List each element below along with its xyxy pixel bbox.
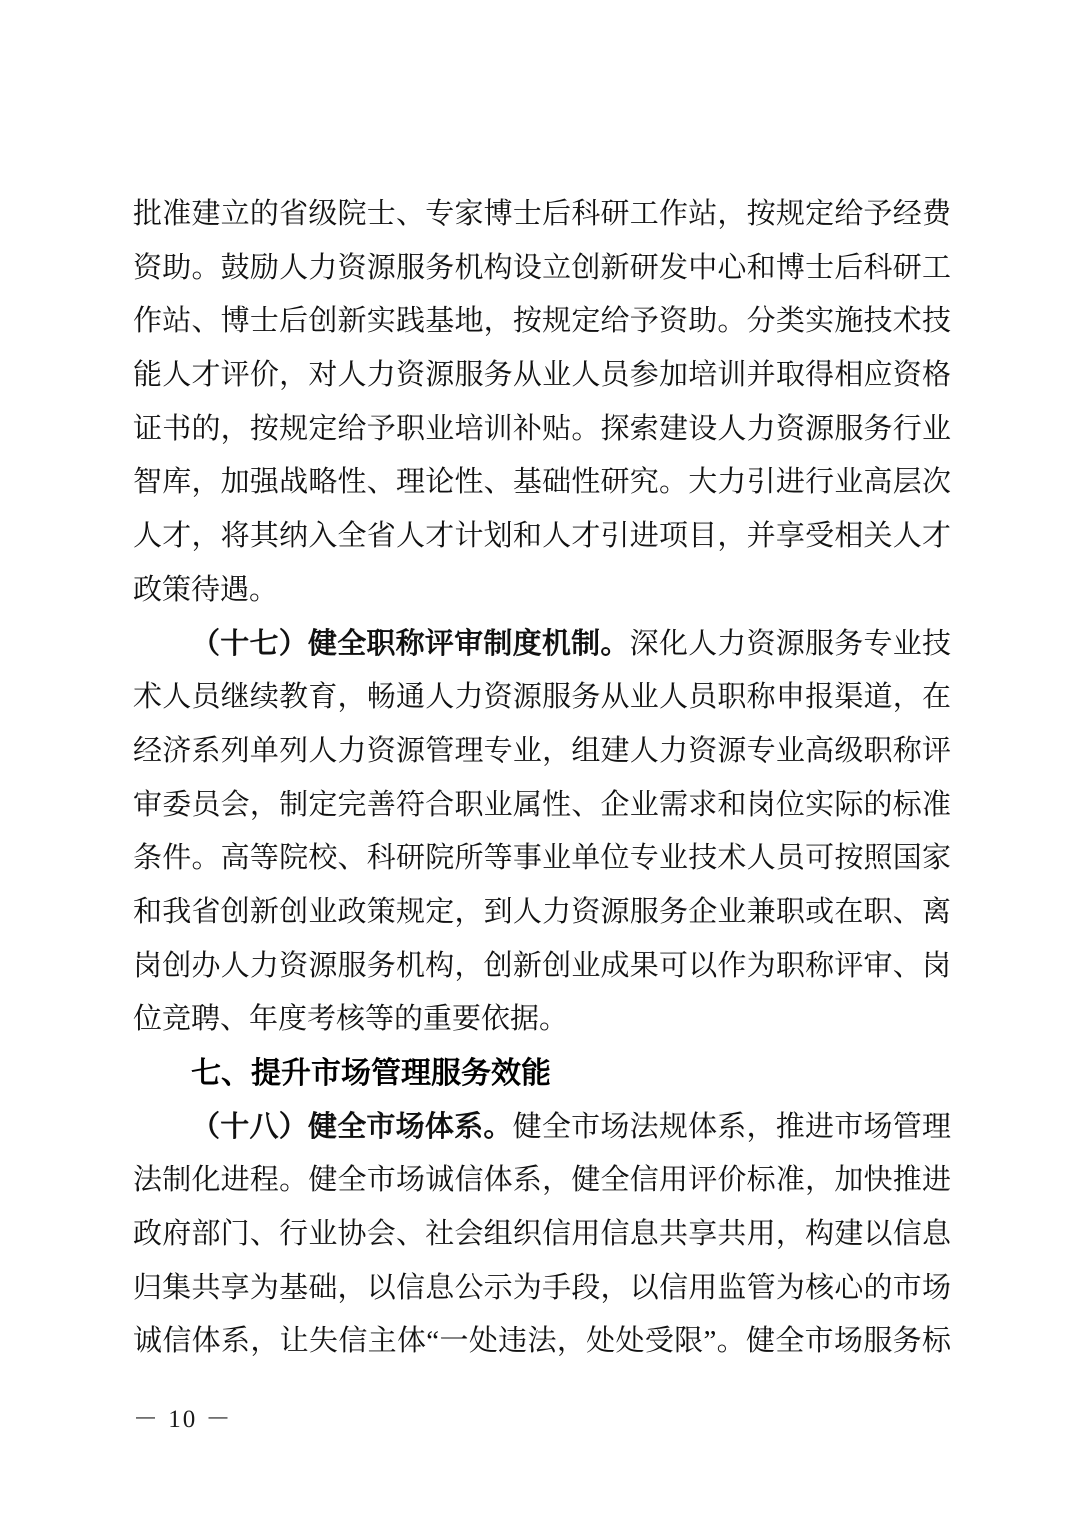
document-body: [133, 188, 951, 1369]
text-line: 证书的，按规定给予职业培训补贴。探索建设人力资源服务行业: [133, 412, 951, 445]
text-line: 经济系列单列人力资源管理专业，组建人力资源专业高级职称评: [133, 734, 951, 767]
text-line: 能人才评价，对人力资源服务从业人员参加培训并取得相应资格: [133, 359, 951, 392]
text-run: 深化人力资源服务专业技: [629, 627, 951, 660]
text-run: 健全市场法规体系，推进市场管理: [512, 1110, 951, 1143]
text-line: 政策待遇。: [133, 573, 279, 606]
text-line: [133, 618, 951, 672]
text-line: 批准建立的省级院士、专家博士后科研工作站，按规定给予经费: [133, 198, 951, 230]
clause-title: （十八）健全市场体系。: [191, 1110, 513, 1143]
text-line: 条件。高等院校、科研院所等事业单位专业技术人员可按照国家: [133, 842, 951, 875]
text-line: 资助。鼓励人力资源服务机构设立创新研发中心和博士后科研工: [133, 251, 951, 284]
clause-title: （十七）健全职称评审制度机制。: [191, 627, 630, 660]
text-line: 作站、博士后创新实践基地，按规定给予资助。分类实施技术技: [133, 305, 951, 338]
text-line: 位竞聘、年度考核等的重要依据。: [133, 1003, 569, 1036]
page-footer: [133, 1400, 233, 1440]
text-line: 岗创办人力资源服务机构，创新创业成果可以作为职称评审、岗: [133, 949, 951, 982]
text-line: 智库，加强战略性、理论性、基础性研究。大力引进行业高层次: [133, 466, 951, 499]
text-line: 诚信体系，让失信主体“一处违法，处处受限”。健全市场服务标: [133, 1325, 951, 1358]
text-line: 和我省创新创业政策规定，到人力资源服务企业兼职或在职、离: [133, 895, 951, 928]
page-number: － 10 －: [133, 1406, 233, 1433]
text-line: 人才，将其纳入全省人才计划和人才引进项目，并享受相关人才: [133, 520, 951, 553]
text-line: 术人员继续教育，畅通人力资源服务从业人员职称申报渠道，在: [133, 681, 951, 714]
text-line: 审委员会，制定完善符合职业属性、企业需求和岗位实际的标准: [133, 788, 951, 821]
text-line: 归集共享为基础，以信息公示为手段，以信用监管为核心的市场: [133, 1271, 951, 1304]
section-heading: 七、提升市场管理服务效能: [191, 1057, 551, 1090]
text-line: 法制化进程。健全市场诚信体系，健全信用评价标准，加快推进: [133, 1164, 951, 1197]
text-line: 政府部门、行业协会、社会组织信用信息共享共用，构建以信息: [133, 1218, 951, 1251]
text-line: [133, 1101, 951, 1155]
